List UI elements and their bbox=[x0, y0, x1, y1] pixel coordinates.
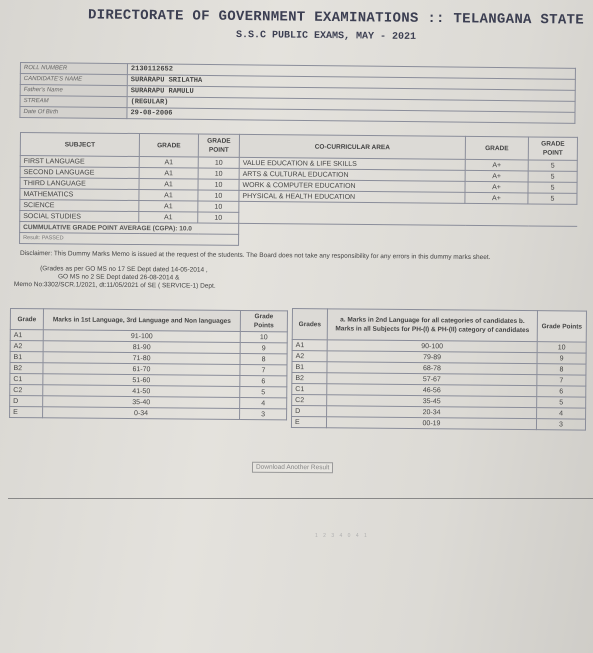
disclaimer-text: Disclaimer: This Dummy Marks Memo is issued at the request of the students. The Board does not take any responsibility for any errors in this dummy marks sheet. bbox=[19, 249, 491, 262]
scale-grade-points: 6 bbox=[537, 386, 586, 397]
grade-col-header: Grade bbox=[10, 309, 43, 330]
scale-grade: B2 bbox=[292, 373, 327, 384]
footer-code: 1 2 3 4 0 4 1 bbox=[315, 533, 369, 539]
scale-marks-range: 00-19 bbox=[326, 417, 536, 430]
scale-grade-points: 4 bbox=[240, 398, 287, 409]
marks-range-header: a. Marks in 2nd Language for all categories of candidates b. Marks in all Subjects for PH-(I) & PH-(II) category of candidates bbox=[327, 309, 537, 342]
download-another-result-button[interactable]: Download Another Result bbox=[252, 462, 333, 474]
page-title: DIRECTORATE OF GOVERNMENT EXAMINATIONS :: TELANGANA STATE bbox=[87, 7, 585, 29]
footer-divider bbox=[8, 498, 593, 499]
subject-grade-point: 10 bbox=[198, 201, 239, 212]
scale-grade: B1 bbox=[292, 362, 327, 373]
scale-grade-points: 4 bbox=[537, 408, 586, 419]
co-curricular-point: 5 bbox=[528, 182, 577, 193]
scale-marks-range: 20-34 bbox=[327, 406, 537, 419]
scale-marks-range: 79-89 bbox=[327, 351, 537, 364]
scale-grade-points: 6 bbox=[240, 376, 287, 387]
co-curricular-area: VALUE EDUCATION & LIFE SKILLS bbox=[239, 157, 465, 170]
co-curricular-area: ARTS & CULTURAL EDUCATION bbox=[239, 168, 465, 181]
co-curricular-point: 5 bbox=[528, 171, 577, 182]
co-curricular-area: WORK & COMPUTER EDUCATION bbox=[239, 179, 465, 192]
scale-grade: A2 bbox=[292, 351, 327, 362]
info-label: ROLL NUMBER bbox=[20, 63, 127, 75]
grade-col-header: Grades bbox=[292, 309, 327, 340]
page-subtitle: S.S.C PUBLIC EXAMS, MAY - 2021 bbox=[235, 30, 417, 43]
grade-points-header: Grade Points bbox=[240, 311, 287, 332]
info-value: SURARAPU SRILATHA bbox=[127, 75, 575, 91]
scale-grade-points: 8 bbox=[537, 364, 586, 375]
info-label: CANDIDATE'S NAME bbox=[20, 74, 127, 86]
scale-grade: C1 bbox=[10, 374, 43, 385]
co-curricular-point: 5 bbox=[528, 160, 577, 171]
scale-marks-range: 81-90 bbox=[43, 341, 240, 354]
scale-marks-range: 90-100 bbox=[327, 340, 537, 353]
subject-grade: A1 bbox=[139, 168, 198, 180]
go-note-line: GO MS no 2 SE Dept dated 26-08-2014 & bbox=[57, 273, 180, 282]
co-curricular-grade: A+ bbox=[465, 181, 528, 193]
scale-marks-range: 0-34 bbox=[43, 407, 240, 420]
scale-grade-points: 10 bbox=[537, 342, 586, 353]
co-curricular-grade: A+ bbox=[465, 170, 528, 182]
scale-marks-range: 51-60 bbox=[43, 374, 240, 387]
subject-grade: A1 bbox=[139, 157, 198, 169]
co-curricular-point: 5 bbox=[528, 193, 577, 204]
scale-grade-points: 9 bbox=[240, 343, 287, 354]
scale-grade: B1 bbox=[10, 352, 43, 363]
scale-grade-points: 3 bbox=[536, 419, 585, 430]
scale-grade: A1 bbox=[10, 330, 43, 341]
grade-scale-table-left bbox=[9, 308, 288, 420]
grade-scale-row bbox=[10, 407, 287, 420]
co-grade-header: GRADE bbox=[465, 136, 528, 160]
grade-point-header: GRADE POINT bbox=[198, 134, 239, 157]
result-text: Result: PASSED bbox=[20, 233, 239, 246]
subject-name: MATHEMATICS bbox=[20, 189, 139, 201]
co-curricular-area: PHYSICAL & HEALTH EDUCATION bbox=[239, 190, 465, 203]
co-curricular-grade: A+ bbox=[465, 192, 528, 204]
grade-points-header: Grade Points bbox=[537, 311, 586, 342]
scale-marks-range: 57-67 bbox=[327, 373, 537, 386]
scale-grade-points: 7 bbox=[240, 365, 287, 376]
scale-marks-range: 68-78 bbox=[327, 362, 537, 375]
go-note-line: Memo No:3302/SCR.1/2021, dt:11/05/2021 of SE ( SERVICE-1) Dept. bbox=[13, 281, 216, 290]
subject-grade-point: 10 bbox=[198, 212, 239, 223]
scale-grade: C1 bbox=[292, 384, 327, 395]
scale-grade: C2 bbox=[292, 395, 327, 406]
subject-name: SECOND LANGUAGE bbox=[20, 167, 139, 179]
subject-name: SOCIAL STUDIES bbox=[20, 211, 139, 223]
info-value: (REGULAR) bbox=[127, 97, 575, 113]
marks-table bbox=[19, 132, 578, 249]
scale-marks-range: 35-45 bbox=[327, 395, 537, 408]
go-note-line: (Grades as per GO MS no 17 SE Dept dated 14-05-2014 , bbox=[40, 265, 208, 274]
scale-marks-range: 71-80 bbox=[43, 352, 240, 365]
marks-range-header: Marks in 1st Language, 3rd Language and Non languages bbox=[43, 309, 240, 332]
info-value: 2130112652 bbox=[127, 64, 575, 80]
scale-grade-points: 9 bbox=[537, 353, 586, 364]
subject-grade-point: 10 bbox=[198, 179, 239, 190]
grade-scale-table-right bbox=[291, 308, 587, 431]
subject-grade: A1 bbox=[139, 212, 198, 224]
subject-grade-point: 10 bbox=[198, 168, 239, 179]
subject-grade: A1 bbox=[139, 190, 198, 202]
grade-header: GRADE bbox=[139, 134, 198, 158]
scale-grade-points: 3 bbox=[240, 409, 287, 420]
co-grade-point-header: GRADE POINT bbox=[528, 137, 577, 160]
scale-grade-points: 5 bbox=[537, 397, 586, 408]
scale-grade: A1 bbox=[292, 340, 327, 351]
scale-grade: C2 bbox=[10, 385, 43, 396]
scale-marks-range: 61-70 bbox=[43, 363, 240, 376]
grade-scale-row bbox=[291, 417, 585, 431]
scale-grade: B2 bbox=[10, 363, 43, 374]
go-reference-note bbox=[13, 265, 216, 291]
subject-name: FIRST LANGUAGE bbox=[20, 156, 139, 168]
scale-grade: E bbox=[10, 407, 43, 418]
scale-marks-range: 91-100 bbox=[43, 330, 240, 343]
scale-marks-range: 35-40 bbox=[43, 396, 240, 409]
subject-header: SUBJECT bbox=[20, 133, 139, 157]
info-label: Father's Name bbox=[20, 85, 127, 97]
student-info-table bbox=[19, 62, 576, 124]
subject-grade: A1 bbox=[139, 179, 198, 191]
info-label: STREAM bbox=[20, 96, 127, 108]
scale-grade: D bbox=[292, 406, 327, 417]
scale-grade-points: 7 bbox=[537, 375, 586, 386]
co-curricular-header: CO-CURRICULAR AREA bbox=[239, 134, 465, 159]
subject-name: SCIENCE bbox=[20, 200, 139, 212]
scale-grade-points: 10 bbox=[240, 332, 287, 343]
scale-marks-range: 41-50 bbox=[43, 385, 240, 398]
scale-grade-points: 8 bbox=[240, 354, 287, 365]
scale-marks-range: 46-56 bbox=[327, 384, 537, 397]
scale-grade-points: 5 bbox=[240, 387, 287, 398]
scale-grade: A2 bbox=[10, 341, 43, 352]
subject-grade: A1 bbox=[139, 201, 198, 213]
subject-grade-point: 10 bbox=[198, 190, 239, 201]
info-value: SURARAPU RAMULU bbox=[127, 86, 575, 102]
scale-grade: D bbox=[10, 396, 43, 407]
subject-name: THIRD LANGUAGE bbox=[20, 178, 139, 190]
subject-grade-point: 10 bbox=[198, 157, 239, 168]
co-curricular-grade: A+ bbox=[465, 159, 528, 171]
cgpa-text: CUMMULATIVE GRADE POINT AVERAGE (CGPA): 10.0 bbox=[20, 222, 239, 235]
scale-grade: E bbox=[291, 417, 326, 428]
info-label: Date Of Birth bbox=[20, 107, 127, 119]
info-value: 29-08-2006 bbox=[127, 108, 575, 124]
